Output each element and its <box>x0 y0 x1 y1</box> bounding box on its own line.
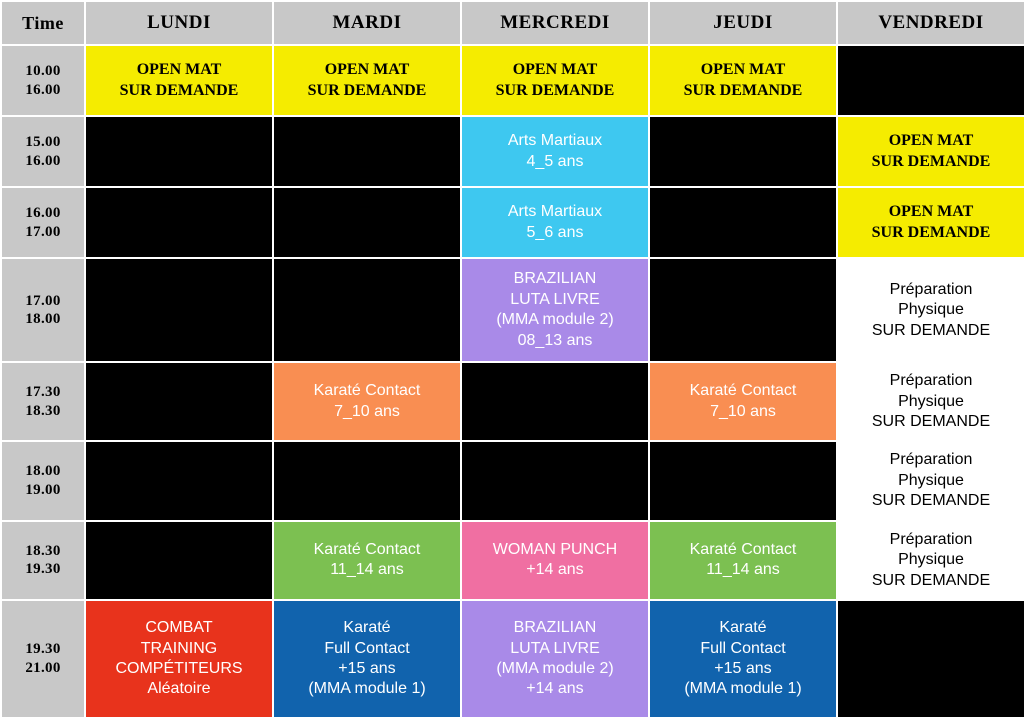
time-line: 18.30 <box>25 542 61 559</box>
column-header-mardi: MARDI <box>273 1 461 45</box>
schedule-cell[interactable] <box>837 258 1024 362</box>
schedule-cell[interactable] <box>837 362 1024 441</box>
schedule-cell-line: COMBAT <box>145 619 213 637</box>
schedule-cell-line: 11_14 ans <box>330 561 404 579</box>
schedule-cell-line: Physique <box>898 471 964 489</box>
schedule-cell-line: LUTA LIVRE <box>510 639 600 657</box>
schedule-cell-line: SUR DEMANDE <box>119 81 239 99</box>
table-row <box>1 441 1024 520</box>
schedule-cell-line: Karaté Contact <box>689 540 797 558</box>
table-row <box>1 521 1024 600</box>
schedule-cell-line: 11_14 ans <box>706 561 780 579</box>
empty-cell <box>273 187 461 258</box>
time-line: 15.00 <box>25 133 61 150</box>
schedule-cell-line: Karaté <box>343 619 391 637</box>
time-cell <box>1 362 85 441</box>
time-line: 17.00 <box>25 223 61 240</box>
schedule-cell-line: Préparation <box>889 451 973 469</box>
schedule-cell[interactable] <box>273 521 461 600</box>
table-row <box>1 187 1024 258</box>
schedule-cell[interactable] <box>461 187 649 258</box>
empty-cell <box>85 441 273 520</box>
time-line: 18.30 <box>25 402 61 419</box>
table-header <box>1 1 1024 45</box>
schedule-cell-line: SUR DEMANDE <box>495 81 615 99</box>
schedule-cell-line: Karaté Contact <box>313 382 421 400</box>
schedule-cell-line: Full Contact <box>700 639 786 657</box>
schedule-cell-line: (MMA module 1) <box>308 680 426 698</box>
empty-cell <box>649 258 837 362</box>
time-cell <box>1 441 85 520</box>
empty-cell <box>649 116 837 187</box>
table-row <box>1 600 1024 718</box>
table-row <box>1 258 1024 362</box>
empty-cell <box>85 187 273 258</box>
schedule-cell-line: Préparation <box>889 372 973 390</box>
schedule-cell[interactable] <box>461 45 649 116</box>
time-line: 16.00 <box>25 152 61 169</box>
schedule-cell[interactable] <box>461 116 649 187</box>
schedule-cell-line: OPEN MAT <box>136 61 222 79</box>
time-cell <box>1 116 85 187</box>
time-cell <box>1 187 85 258</box>
schedule-cell-line: OPEN MAT <box>888 203 974 221</box>
time-cell <box>1 45 85 116</box>
table-row <box>1 45 1024 116</box>
schedule-cell-line: +14 ans <box>526 680 584 698</box>
empty-cell <box>273 258 461 362</box>
schedule-cell-line: Full Contact <box>324 639 410 657</box>
column-header-jeudi: JEUDI <box>649 1 837 45</box>
schedule-cell[interactable] <box>649 45 837 116</box>
time-line: 18.00 <box>25 463 61 480</box>
schedule-cell-line: OPEN MAT <box>512 61 598 79</box>
empty-cell <box>461 441 649 520</box>
empty-cell <box>85 362 273 441</box>
time-line: 19.30 <box>25 561 61 578</box>
schedule-cell[interactable] <box>649 521 837 600</box>
schedule-cell-line: Physique <box>898 392 964 410</box>
empty-cell <box>273 116 461 187</box>
empty-cell <box>85 258 273 362</box>
schedule-cell-line: Préparation <box>889 280 973 298</box>
schedule-cell-line: (MMA module 2) <box>496 311 614 329</box>
schedule-cell[interactable] <box>837 116 1024 187</box>
time-line: 16.00 <box>25 205 61 222</box>
schedule-cell[interactable] <box>837 441 1024 520</box>
schedule-cell[interactable] <box>273 362 461 441</box>
time-line: 16.00 <box>25 81 61 98</box>
schedule-cell-line: SUR DEMANDE <box>871 152 991 170</box>
time-line: 10.00 <box>25 62 61 79</box>
column-header-time: Time <box>1 1 85 45</box>
column-header-mercredi: MERCREDI <box>461 1 649 45</box>
time-line: 19.30 <box>25 641 61 658</box>
table-row <box>1 116 1024 187</box>
schedule-cell-line: Karaté Contact <box>313 540 421 558</box>
schedule-cell-line: 08_13 ans <box>517 331 593 349</box>
schedule-cell-line: Physique <box>898 301 964 319</box>
schedule-cell-line: 4_5 ans <box>526 152 584 170</box>
empty-cell <box>837 45 1024 116</box>
schedule-cell-line: SUR DEMANDE <box>871 321 991 339</box>
schedule-cell-line: SUR DEMANDE <box>683 81 803 99</box>
schedule-cell[interactable] <box>85 600 273 718</box>
schedule-cell-line: +15 ans <box>338 660 396 677</box>
schedule-cell[interactable] <box>837 187 1024 258</box>
table-row <box>1 362 1024 441</box>
schedule-cell-line: SUR DEMANDE <box>871 571 991 589</box>
time-cell <box>1 600 85 718</box>
schedule-cell[interactable] <box>273 600 461 718</box>
schedule-cell-line: SUR DEMANDE <box>871 492 991 510</box>
schedule-cell[interactable] <box>85 45 273 116</box>
schedule-cell-line: SUR DEMANDE <box>871 413 991 431</box>
schedule-cell-line: WOMAN PUNCH <box>492 540 618 558</box>
schedule-cell-line: TRAINING <box>140 639 218 657</box>
schedule-cell-line: SUR DEMANDE <box>307 81 427 99</box>
schedule-cell-line: OPEN MAT <box>700 61 786 79</box>
column-header-lundi: LUNDI <box>85 1 273 45</box>
time-cell <box>1 521 85 600</box>
schedule-cell-line: (MMA module 2) <box>496 660 614 677</box>
table-body <box>1 45 1024 718</box>
schedule-cell[interactable] <box>461 258 649 362</box>
empty-cell <box>837 600 1024 718</box>
schedule-cell-line: BRAZILIAN <box>513 270 597 288</box>
schedule-cell-line: OPEN MAT <box>888 132 974 150</box>
schedule-cell[interactable] <box>837 521 1024 600</box>
empty-cell <box>461 362 649 441</box>
schedule-cell-line: OPEN MAT <box>324 61 410 79</box>
time-line: 17.00 <box>25 292 61 309</box>
schedule-cell-line: BRAZILIAN <box>513 619 597 637</box>
schedule-cell[interactable] <box>273 45 461 116</box>
schedule-cell[interactable] <box>461 600 649 718</box>
schedule-cell-line: +15 ans <box>714 660 772 677</box>
header-row <box>1 1 1024 45</box>
time-line: 18.00 <box>25 311 61 328</box>
schedule-cell-line: Préparation <box>889 530 973 548</box>
schedule-cell-line: Karaté <box>719 619 767 637</box>
time-line: 17.30 <box>25 384 61 401</box>
schedule-cell-line: +14 ans <box>526 561 584 579</box>
schedule-cell-line: Aléatoire <box>147 680 211 698</box>
schedule-cell-line: (MMA module 1) <box>684 680 802 698</box>
schedule-cell-line: Physique <box>898 551 964 569</box>
schedule-cell[interactable] <box>461 521 649 600</box>
column-header-vendredi: VENDREDI <box>837 1 1024 45</box>
time-line: 21.00 <box>25 660 61 676</box>
schedule-cell-line: 5_6 ans <box>526 223 584 241</box>
schedule-cell-line: SUR DEMANDE <box>871 223 991 241</box>
empty-cell <box>85 116 273 187</box>
empty-cell <box>85 521 273 600</box>
schedule-cell[interactable] <box>649 600 837 718</box>
empty-cell <box>649 441 837 520</box>
schedule-cell-line: LUTA LIVRE <box>510 290 600 308</box>
empty-cell <box>273 441 461 520</box>
schedule-cell-line: Karaté Contact <box>689 382 797 400</box>
schedule-cell-line: COMPÉTITEURS <box>115 660 243 677</box>
schedule-cell[interactable] <box>649 362 837 441</box>
empty-cell <box>649 187 837 258</box>
schedule-cell-line: 7_10 ans <box>710 402 776 420</box>
schedule-cell-line: Arts Martiaux <box>507 203 603 221</box>
schedule-cell-line: Arts Martiaux <box>507 132 603 150</box>
time-line: 19.00 <box>25 482 61 499</box>
time-cell <box>1 258 85 362</box>
schedule-cell-line: 7_10 ans <box>334 402 400 420</box>
